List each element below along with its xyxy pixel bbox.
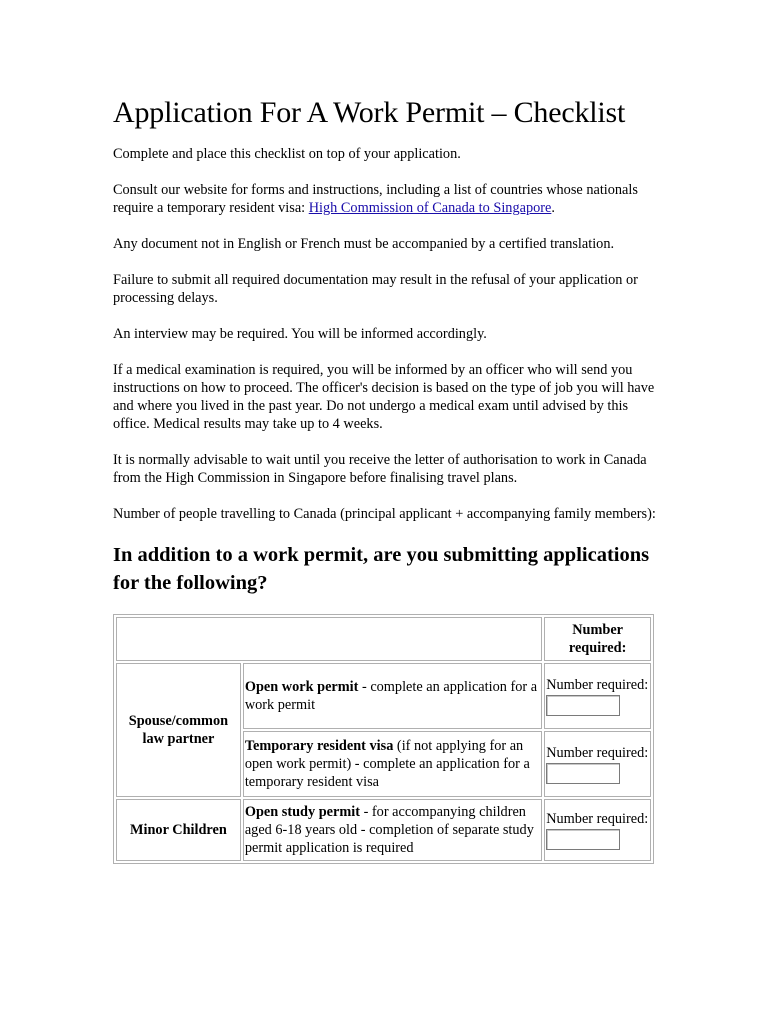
table-header-row	[116, 617, 651, 661]
translation-paragraph: Any document not in English or French must be accompanied by a certified translation.	[113, 236, 615, 252]
open-work-permit-description	[243, 663, 542, 729]
medical-paragraph: If a medical examination is required, you will be informed by an officer who will send you instructions on how to proceed. The officer's decision is based on the type of job you will have and where you lived in the past year. Do not undergo a medical exam until advised by this office. Medical results may take up to 4 weeks.	[113, 362, 655, 432]
children-group-label: Minor Children	[116, 799, 241, 861]
table-header-empty-cell	[116, 617, 542, 661]
high-commission-link[interactable]: High Commission of Canada to Singapore	[308, 200, 552, 216]
number-required-label: Number required:	[546, 745, 649, 761]
open-work-permit-text: - complete an application for a work permit	[244, 679, 538, 713]
document-page	[113, 94, 658, 864]
open-study-permit-number-input[interactable]	[546, 829, 620, 850]
table-row	[116, 663, 651, 729]
authorisation-paragraph: It is normally advisable to wait until you receive the letter of authorisation to work in Canada from the High Commission in Singapore before finalising travel plans.	[113, 452, 647, 486]
temporary-resident-visa-title: Temporary resident visa	[244, 738, 394, 754]
spouse-group-label: Spouse/common law partner	[116, 663, 241, 797]
table-row	[116, 799, 651, 861]
travellers-paragraph: Number of people travelling to Canada (principal applicant + accompanying family members):	[113, 506, 656, 522]
interview-paragraph: An interview may be required. You will be informed accordingly.	[113, 326, 487, 342]
temporary-resident-visa-number-cell	[544, 731, 651, 797]
applications-table	[113, 614, 654, 864]
documentation-paragraph: Failure to submit all required documentation may result in the refusal of your application or processing delays.	[113, 272, 638, 306]
number-required-label: Number required:	[546, 811, 649, 827]
table-header-number: Number required:	[544, 617, 651, 661]
section-heading: In addition to a work permit, are you submitting applications for the following?	[113, 544, 650, 594]
temporary-resident-visa-text: (if not applying for an open work permit) - complete an application for a temporary resident visa	[244, 738, 530, 790]
temporary-resident-visa-number-input[interactable]	[546, 763, 620, 784]
page-title: Application For A Work Permit – Checklist	[113, 96, 626, 129]
temporary-resident-visa-description	[243, 731, 542, 797]
number-required-label: Number required:	[546, 677, 649, 693]
website-paragraph-end: .	[551, 200, 555, 216]
open-work-permit-number-cell	[544, 663, 651, 729]
intro-paragraph: Complete and place this checklist on top of your application.	[113, 146, 461, 162]
open-study-permit-title: Open study permit	[244, 804, 361, 820]
website-paragraph-text: Consult our website for forms and instructions, including a list of countries whose nationals require a temporary resident visa:	[113, 182, 638, 216]
open-study-permit-text: - for accompanying children aged 6-18 years old - completion of separate study permit application is required	[244, 804, 534, 856]
website-paragraph	[113, 181, 658, 217]
open-study-permit-description	[243, 799, 542, 861]
open-work-permit-number-input[interactable]	[546, 695, 620, 716]
open-study-permit-number-cell	[544, 799, 651, 861]
open-work-permit-title: Open work permit	[244, 679, 359, 695]
